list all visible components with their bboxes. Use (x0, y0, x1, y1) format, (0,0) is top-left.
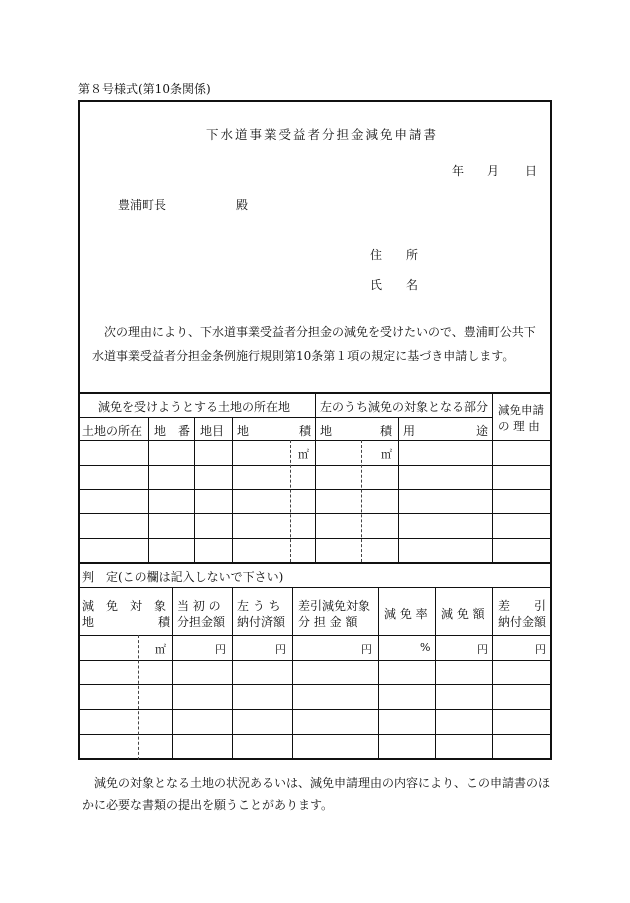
header-initial-charge-line2: 分担金額 (177, 615, 226, 629)
addressee-honorific: 殿 (236, 198, 249, 212)
header-land-location: 土地の所在 (82, 424, 143, 438)
unit-yen-initial: 円 (215, 643, 226, 656)
header-land-location-group: 減免を受けようとする土地の所在地 (98, 400, 291, 414)
header-exempt-area-line2b: 積 (158, 615, 171, 629)
header-exempt-part-group: 左のうち減免の対象となる部分 (320, 400, 489, 414)
header-net-charge-line1: 差引減免対象 (298, 599, 371, 613)
addressee-name: 豊浦町長 (118, 198, 167, 212)
header-area-a: 地 (237, 424, 250, 438)
header-part-area-b: 積 (380, 424, 393, 438)
unit-yen-exemption: 円 (477, 643, 488, 656)
application-statement: 次の理由により、下水道事業受益者分担金の減免を受けたいので、豊浦町公共下水道事業受益者分担金条例施行規則第10条第１項の規定に基づき申請します。 (92, 325, 536, 363)
date-day-label: 日 (525, 164, 538, 178)
header-exemption-rate: 減 免 率 (384, 607, 428, 621)
header-payment-due-line2: 納付金額 (498, 615, 547, 629)
header-reason-line1: 減免申請 (498, 403, 544, 417)
header-payment-due-line1: 差 引 (498, 599, 547, 613)
form-number: 第８号様式(第10条関係) (78, 82, 211, 96)
header-area-b: 積 (299, 424, 312, 438)
header-exemption-amount: 減 免 額 (441, 607, 485, 621)
form-title: 下水道事業受益者分担金減免申請書 (206, 127, 439, 142)
unit-yen-payment: 円 (535, 643, 546, 656)
header-exempt-area-line2a: 地 (82, 615, 95, 629)
name-label: 氏 名 (370, 278, 419, 292)
header-paid-amount-line1: 左 う ち (237, 599, 281, 613)
unit-yen-paid: 円 (275, 643, 286, 656)
date-month-label: 月 (487, 164, 500, 178)
unit-percent-rate: % (420, 641, 431, 654)
header-initial-charge-line1: 当 初 の (177, 599, 221, 613)
header-use-a: 用 (403, 424, 416, 438)
judgment-section-title: 判 定(この欄は記入しないで下さい) (82, 570, 284, 584)
header-paid-amount-line2: 納付済額 (237, 615, 286, 629)
header-land-category: 地目 (200, 424, 225, 438)
unit-yen-net: 円 (361, 643, 372, 656)
header-part-area-a: 地 (320, 424, 333, 438)
date-year-label: 年 (452, 164, 465, 178)
header-reason-line2: の 理 由 (498, 419, 540, 433)
header-use-b: 途 (476, 424, 489, 438)
unit-m2-part-area: ㎡ (381, 448, 392, 461)
footnote: 減免の対象となる土地の状況あるいは、減免申請理由の内容により、この申請書のほかに必要な書類の提出を願うことがあります。 (82, 776, 551, 812)
header-exempt-area-line1: 減 免 対 象 (82, 599, 167, 613)
unit-m2-area: ㎡ (298, 448, 309, 461)
unit-m2-exempt-area: ㎡ (155, 643, 166, 656)
address-label: 住 所 (370, 248, 419, 262)
header-net-charge-line2: 分 担 金 額 (298, 615, 358, 629)
table2-top-border (78, 562, 552, 564)
header-lot-number: 地 番 (154, 424, 191, 438)
